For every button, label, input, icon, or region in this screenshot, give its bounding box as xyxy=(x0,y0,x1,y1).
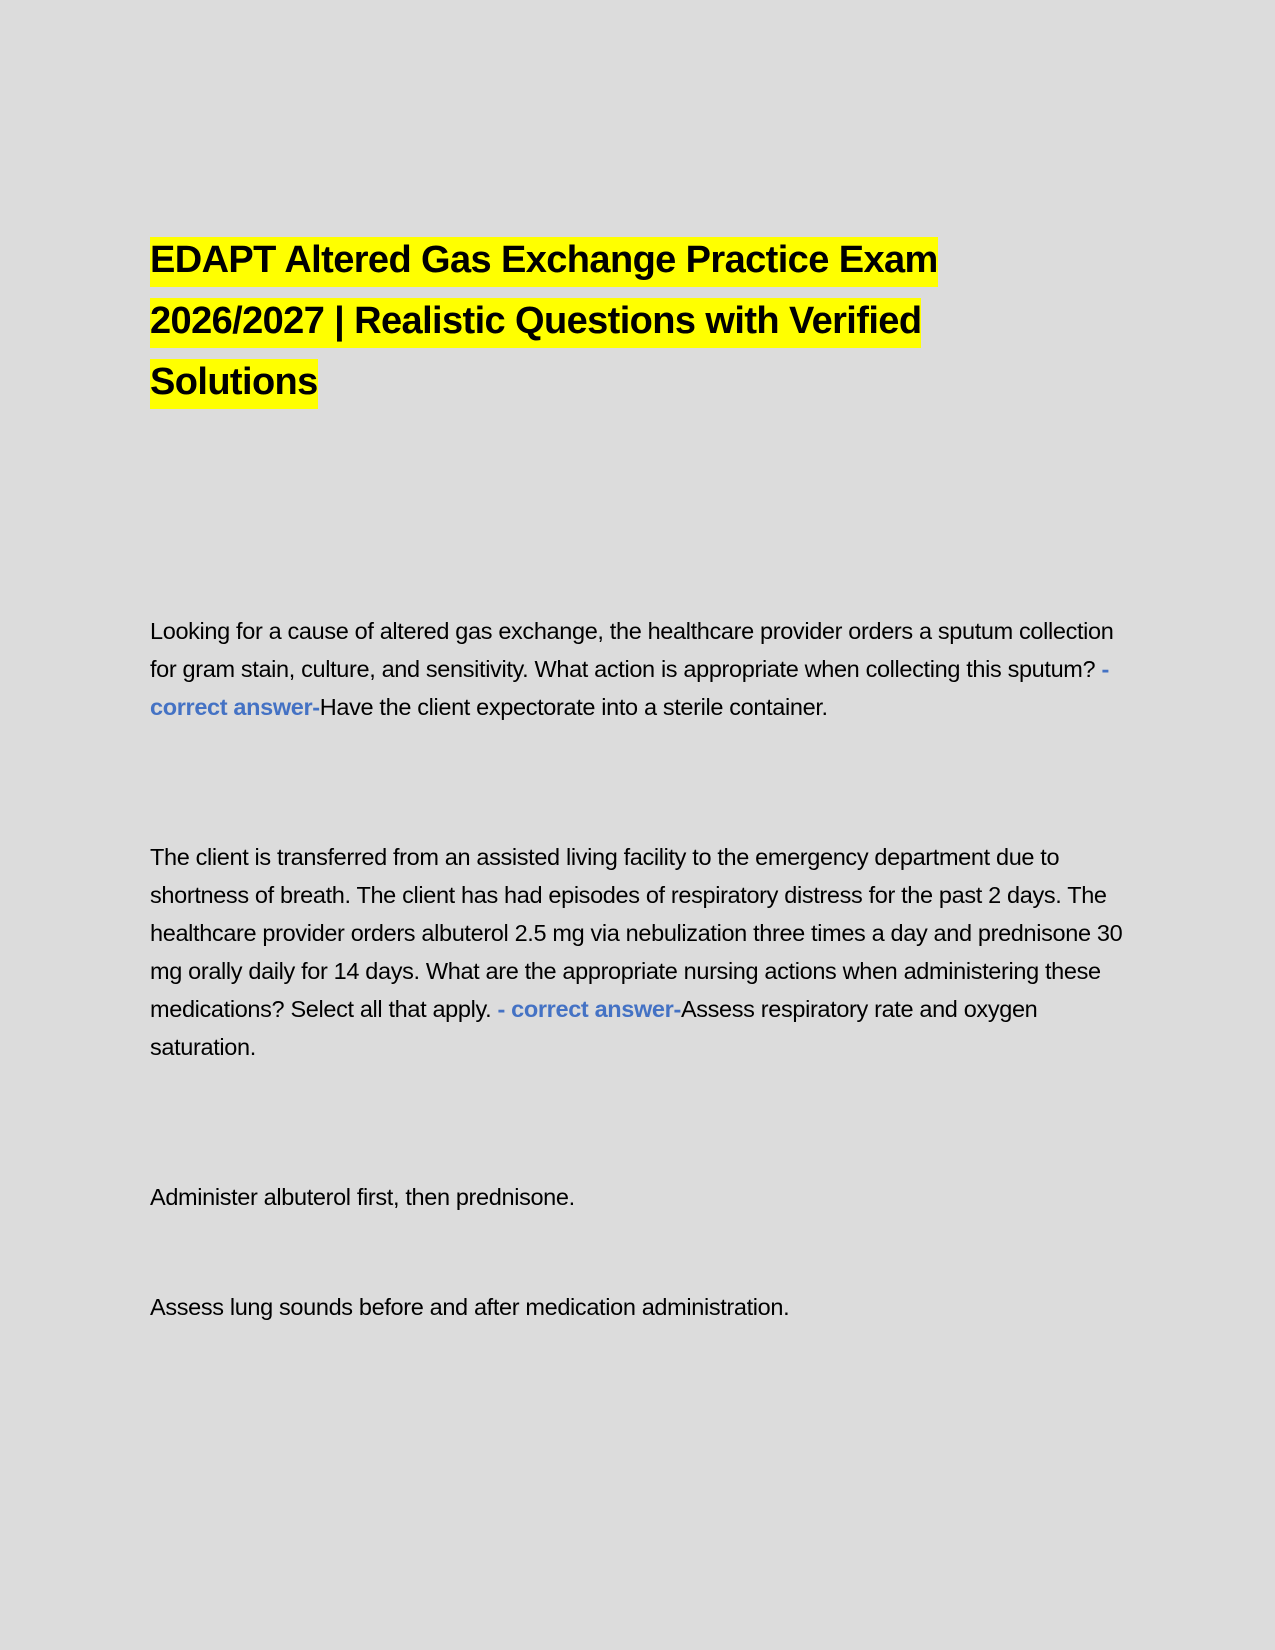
question-1 xyxy=(150,612,1140,726)
title-line-1: EDAPT Altered Gas Exchange Practice Exam xyxy=(150,237,938,287)
question-2-text: The client is transferred from an assisted living facility to the emergency department due to shortness of breath. The client has had episodes of respiratory distress for the past 2 days. The healthcare provider orders albuterol 2.5 mg via nebulization three times a day and prednisone 30 mg orally daily for 14 days. What are the appropriate nursing actions when administering these medications? Select all that apply. xyxy=(150,844,1123,1022)
document-title xyxy=(150,230,1050,413)
title-line-3: Solutions xyxy=(150,359,318,409)
question-2 xyxy=(150,838,1140,1066)
additional-answer-1: Administer albuterol first, then prednisone. xyxy=(150,1184,575,1210)
question-1-answer: Have the client expectorate into a sterile container. xyxy=(319,694,828,720)
correct-answer-marker: - correct answer- xyxy=(497,996,681,1022)
question-1-text: Looking for a cause of altered gas exchange, the healthcare provider orders a sputum collection for gram stain, culture, and sensitivity. What action is appropriate when collecting this sputum? xyxy=(150,618,1114,682)
title-line-2: 2026/2027 | Realistic Questions with Verified xyxy=(150,298,921,348)
additional-answer-2: Assess lung sounds before and after medication administration. xyxy=(150,1294,790,1320)
correct-answer-marker: - correct answer- xyxy=(150,656,1109,720)
question-2-answer: Assess respiratory rate and oxygen saturation. xyxy=(150,996,1038,1060)
